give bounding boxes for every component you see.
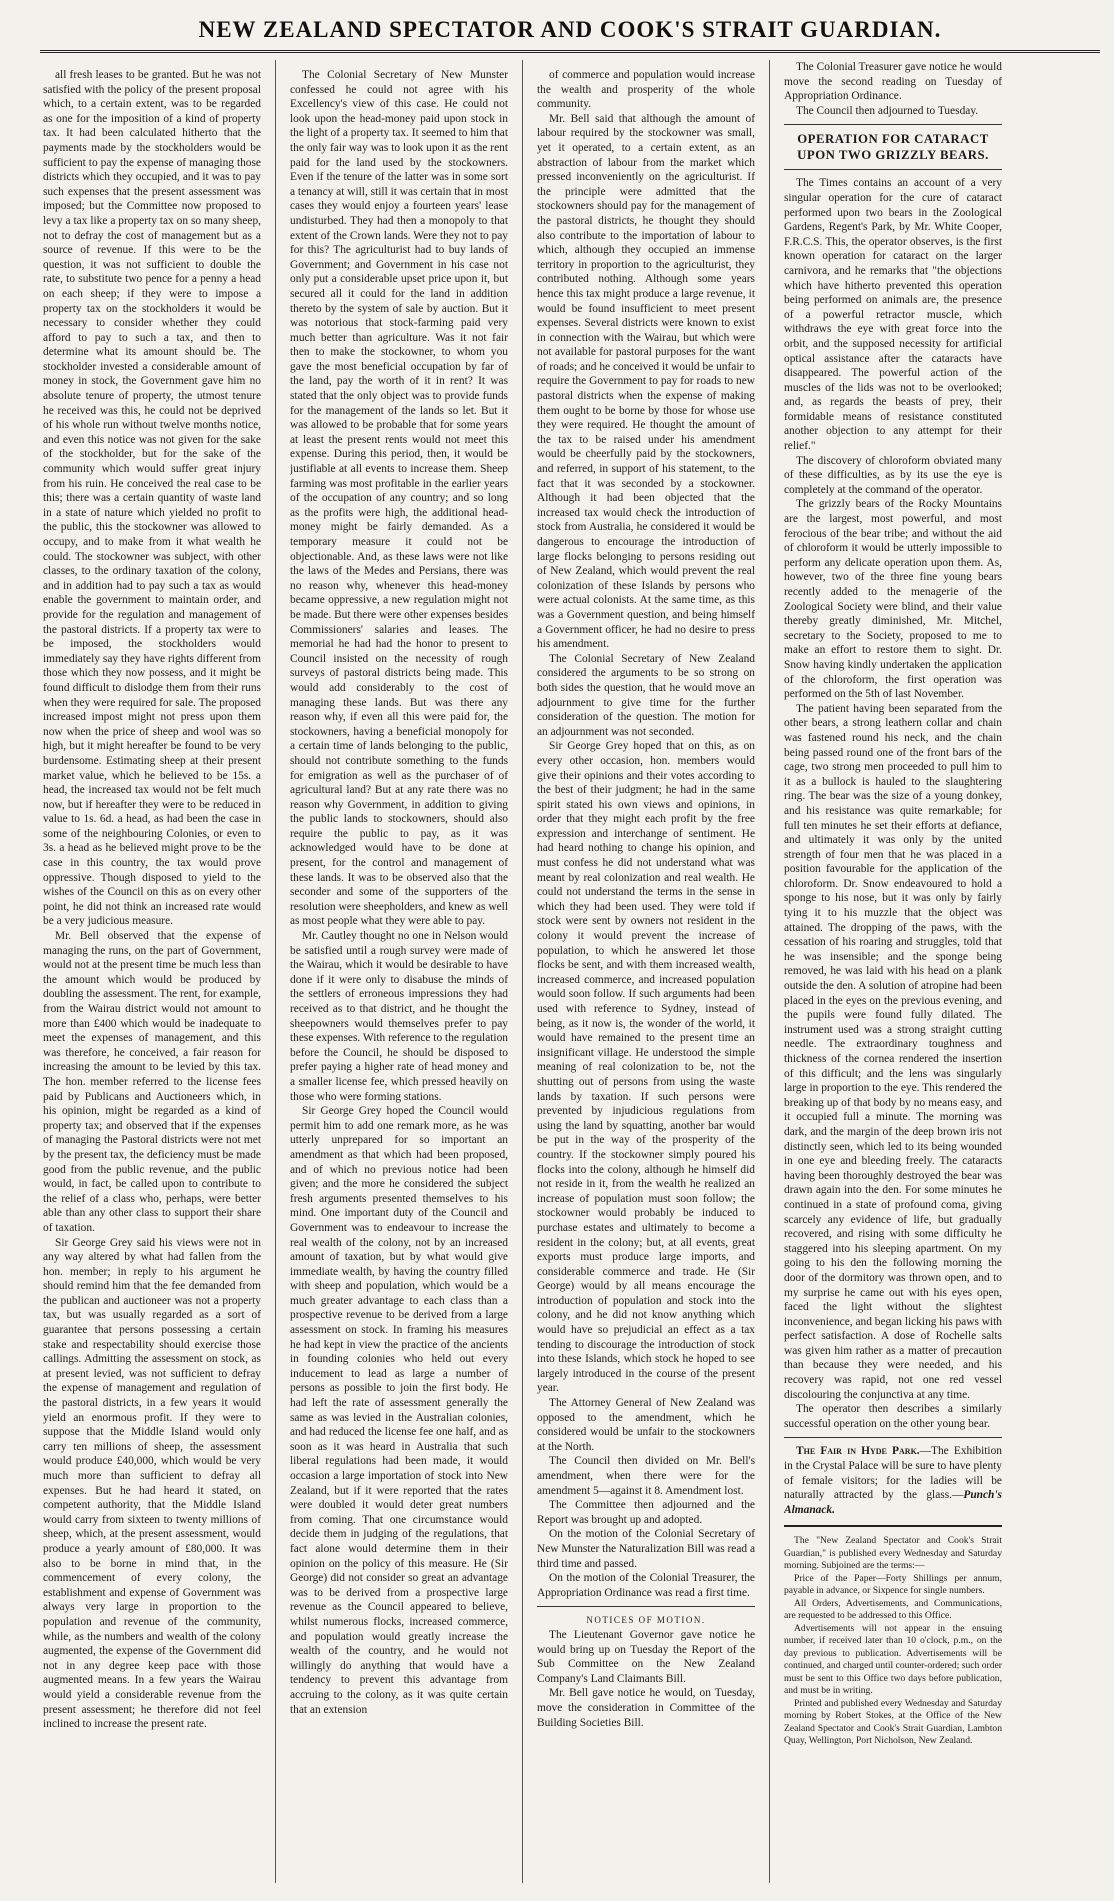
article-paragraph: Sir George Grey hoped the Council would permit him to add one remark more, as he was utterly unprepared for so important an amendment as that which had been proposed, and of which no previous notice had been given; and the more he considered the subject fresh arguments presented themselves to his mind. One important duty of the Council and Government was to endeavour to increase the real wealth of the colony, not by an increased amount of taxation, but by what would give immediate wealth, by having the country filled with sheep and population, which would be a much greater advantage to each class than a prospective revenue to be derived from a large assessment on stock. In framing his measures he had kept in view the practice of the ancients in founding colonies who held out every inducement to lead as large a number of persons as possible to join the first body. He had left the rate of assessment generally the same as was levied in the Australian colonies, and had reduced the license fee one half, and as soon as it was heard in Australia that such liberal regulations had been made, it would occasion a large importation of stock into New Zealand, but if it were reported that the rates were doubled it would deter great numbers from coming. That one circumstance would decide them in judging of the regulations, that fact alone would determine them in their opinion on the policy of this measure. He (Sir George) did not consider so great an advantage was to be derived from a prospective large revenue as the Council appeared to believe, whilst numerous flocks, increased commerce, and population would greatly increase the wealth of the country, and he would not willingly do anything that would have a tendency to prevent this advantage from accruing to the colony, as it was quite certain that an extension <box>290 1105 508 1716</box>
article-paragraph: The discovery of chloroform obviated many of these difficulties, as by its use the eye is completely at the command of the operator. <box>784 454 1002 496</box>
notices-heading: NOTICES OF MOTION. <box>586 1615 706 1626</box>
notice-line: The "New Zealand Spectator and Cook's Strait Guardian," is published every Wednesday and Saturday morning. Subjoined are the terms:— <box>784 1535 1002 1572</box>
notice-line: Printed and published every Wednesday and Saturday morning by Robert Stokes, at the Office of the New Zealand Spectator and Cook's Strait Guardian, Lambton Quay, Wellington, Port Nicholson, New Zealand. <box>784 1697 1002 1747</box>
article-paragraph: The Attorney General of New Zealand was opposed to the amendment, which he considered would be unfair to the stockowners at the North. <box>537 1397 755 1453</box>
article-paragraph: The Council then divided on Mr. Bell's amendment, when there were for the amendment 5—against it 8. Amendment lost. <box>537 1455 755 1497</box>
masthead-rule <box>40 50 1100 53</box>
notice-paragraph: The Lieutenant Governor gave notice he would bring up on Tuesday the Report of the Sub Committee on the New Zealand Company's Land Claimants Bill. <box>537 1628 755 1685</box>
section-rule <box>537 1606 755 1607</box>
masthead-title: NEW ZEALAND SPECTATOR AND COOK'S STRAIT GUARDIAN. <box>198 17 942 42</box>
publication-notice <box>784 1535 1002 1748</box>
article-paragraph: Sir George Grey hoped that on this, as on every other occasion, hon. members would give their opinions and their votes according to the best of their judgment; he had in the same spirit stated his own views and opinions, in order that they might each profit by the free expression and interchange of sentiment. He had heard nothing to change his opinion, and must confess he did not understand what was meant by real colonization and real wealth. He could not understand the terms in the sense in which they had been used. They were told if stock were sent by owners not resident in the colony it would prevent the increase of population, to which he answered let those flocks be sent, and with them increased wealth, increased commerce, and increased population would soon follow. If such arguments had been used with reference to Sydney, instead of being, as it now is, the wonder of the world, it would have remained to the present time an insignificant village. He understood the simple meaning of real colonization to be, not the shutting out of persons from using the waste lands by taxation. If such persons were prevented by injudicious regulations from using the land by squatting, another bar would be put in the way of the prosperity of the country. If the stockowner simply poured his flocks into the colony, although he himself did not reside in it, from the wealth he realized an increase of population must soon follow; the stockowner would probably be induced to purchase estates and ultimately to become a resident in the colony; but, at all events, great exports must produce large imports, and considerable commerce and trade. He (Sir George) would by all means encourage the introduction of population and stock into the colony, and he did not know anything which would have so prejudicial an effect as a tax tending to discourage the introduction of stock into these Islands, which stock he hoped to see largely introduced in the course of the present year. <box>537 740 755 1395</box>
notice-paragraph: Mr. Bell gave notice he would, on Tuesday, move the consideration in Committee of the Building Societies Bill. <box>537 1687 755 1729</box>
column-4 <box>784 60 1002 1883</box>
article-paragraph: Mr. Cautley thought no one in Nelson would be satisfied until a rough survey were made of the Wairau, which it would be desirable to have done if it were only to disabuse the minds of the settlers of erroneous impressions they had received as to that district, and he thought the sheepowners would themselves prefer to pay these expenses. With reference to the regulation before the Council, he should be disposed to prefer paying a higher rate of head money and a smaller license fee, which pressed heavily on those who were forming stations. <box>290 930 508 1103</box>
fair-text: —The Exhibition in the Crystal Palace will be sure to have plenty of female visitors; for the ladies will be naturally attracted by the glass.— <box>784 1445 1002 1502</box>
article-paragraph: Mr. Bell said that although the amount of labour required by the stockowner was small, yet it operated, to a certain extent, as an abstraction of labour from the market which pressed inconveniently on the agriculturist. If the principle were admitted that the stockowners should pay for the management of the pastoral districts, he thought they should also contribute to the importation of labour to which, although they occupied an immense territory in proportion to the agriculturist, they contributed nothing. Although some years hence this tax might produce a large revenue, it would be found insufficient to meet present expenses. Several districts were known to exist in connection with the Wairau, but which were not available for pastoral purposes for the want of roads; and he conceived it would be unfair to require the Government to pay for roads to new pastoral districts when the expense of making them ought to be borne by those for whose use they were required. He thought the amount of the tax to be raised under his amendment would be cheerfully paid by the stockowners, and referred, in support of his statement, to the fact that it was seconded by a stockowner. Although it had been objected that the increased tax would check the introduction of stock from Australia, he considered it would be dangerous to encourage the introduction of large flocks belonging to persons residing out of New Zealand, which would prevent the real colonization of these Islands by persons who were actual colonists. At the same time, as this was a Government question, and being himself a Government officer, he had no desire to press his amendment. <box>537 112 755 651</box>
column-2 <box>290 68 508 1883</box>
article-paragraph: Sir George Grey said his views were not in any way altered by what had fallen from the hon. member; in reply to his argument he should remind him that the fee demanded from the publican and auctioneer was not a property tax, but was usually regarded as a sort of guarantee that persons possessing a certain stake and respectability should exercise those callings. Admitting the assessment on stock, as at present levied, was not sufficient to defray the expense of management and regulation of the pastoral districts, in a few years it would yield an enormous profit. If they were to suppose that the Middle Island would only carry ten millions of sheep, the assessment would produce £40,000, which would be very much more than sufficient to defray all expenses. But he had heard it stated, on competent authority, that the Middle Island would carry from sixteen to twenty millions of sheep, which, at the present assessment, would produce a yearly amount of £80,000. It was also to be borne in mind that, in the commencement of every colony, the establishment and expense of Government was always very large in proportion to the population and revenue of the community, while, as the numbers and wealth of the colony augmented, the expense of the Government did not in any degree keep pace with those augmented means. In a few years the Wairau would yield a considerable revenue from the present assessment; he therefore did not feel inclined to increase the present rate. <box>43 1236 261 1731</box>
fair-runin: The Fair in Hyde Park. <box>796 1445 920 1458</box>
article-paragraph: The Committee then adjourned and the Report was brought up and adopted. <box>537 1499 755 1526</box>
article-paragraph: The Colonial Secretary of New Zealand considered the arguments to be so strong on both sides the question, that he would move an adjournment to give time for the further consideration of the question. The motion for an adjournment was not seconded. <box>537 652 755 738</box>
section-rule <box>784 169 1002 170</box>
column-1 <box>43 68 261 1883</box>
article-paragraph: The patient having been separated from the other bears, a strong leathern collar and chain was fastened round his neck, and the chain being passed round one of the front bars of the cage, two strong men proceeded to pull him to it as a bullock is hauled to the slaughtering ring. The bear was the size of a young donkey, and his resistance was quite remarkable; for full ten minutes he set their efforts at defiance, and ultimately it was only by the united strength of four men that he was placed in a position favourable for the application of the chloroform. Dr. Snow endeavoured to hold a sponge to his nose, but it was only by fairly tying it to his muzzle that the object was attained. The dropping of the paws, with the cessation of his roaring and struggles, told that he was insensible; and the sponge being removed, he was laid with his head on a plank outside the den. A solution of atropine had been placed in the eyes on the previous evening, and the pupils were found fully dilated. The instrument used was a strong straight cutting needle. The extraordinary toughness and thickness of the cornea rendered the insertion of this difficult; and the lens was singularly large in proportion to the eye. This rendered the breaking up of that body by no means easy, and it occupied full a minute. The morning was dark, and the margin of the deep brown iris not distinctly seen, which led to its being wounded in one eye and bleeding freely. The cataracts having been thoroughly destroyed the bear was drawn again into the den. For some minutes he continued in a state of profound coma, giving scarcely any evidence of life, but gradually recovered, and rising with some difficulty he staggered into his sleeping apartment. On my going to his den the following morning the door of the dormitory was thrown open, and to my surprise he came out with his eyes open, faced the light without the slightest inconvenience, and began licking his paws with perfect satisfaction. A dose of Rochelle salts was given him rather as a matter of precaution than because they were needed, and his recovery was rapid, not one red vessel discolouring the conjunctiva at any time. <box>784 702 1002 1401</box>
article-paragraph: The operator then describes a similarly successful operation on the other young bear. <box>784 1403 1002 1430</box>
article-paragraph: The Times contains an account of a very singular operation for the cure of cataract performed upon two bears in the Zoological Gardens, Regent's Park, by Mr. White Cooper, F.R.C.S. This, the operator observes, is the first known operation for cataract on the larger carnivora, and he remarks that "the objections which have hitherto prevented this operation being performed on animals are, the presence of a powerful retractor muscle, which withdraws the eye with great force into the orbit, and the supposed necessity for artificial optical assistance after the cataracts have disappeared. The powerful action of the muscles of the lids was not to be overlooked; and, as regards the beasts of prey, their formidable means of resistance constituted another objection to any attempt for their relief." <box>784 177 1002 453</box>
column-divider <box>769 60 770 1883</box>
article-paragraph: The Colonial Secretary of New Munster confessed he could not agree with his Excellency's view of this case. He could not look upon the head-money paid upon stock in the light of a property tax. It seemed to him that the only fair way was to look upon it as the rent paid for the land used by the stockowners. Even if the tenure of the latter was in some sort a tenancy at will, still it was certain that in most cases they would enjoy a fourteen years' lease undisturbed. They had then a monopoly to that extent of the Crown lands. Were they not to pay for this? The agriculturist had to buy lands of Government; and Government in his case not only put a considerable upset price upon it, but secured all it could for the land in addition thereto by the system of sale by auction. But it was notorious that stock-farming paid very much better than agriculture. Was it not fair then to make the stockowner, to whom you gave the most beneficial occupation by far of the land, pay the worth of it in rent? It was stated that the only object was to provide funds for the management of the lands so let. But it was allowed to be probable that for some years at least the present rents would not meet this expense. During this period, then, it would be justifiable at all events to increase them. Sheep farming was most profitable in the earlier years of the occupation of any country; and so long as the profits were high, the additional head-money might be fairly demanded. As a temporary measure it could not be objectionable. And, as these laws were not like the laws of the Medes and Persians, there was no reason why, whenever this head-money became oppressive, a new regulation might not be made. But there were other expenses besides Commissioners' salaries and leases. The memorial he had had the honor to present to Council insisted on the necessity of rough surveys of pastoral districts being made. This would add considerably to the cost of managing these lands. But was there any reason why, if even all this were paid for, the stockowners, having a beneficial monopoly for a certain time of lands belonging to the public, should not contribute something to the funds for emigration as well as the purchaser of of agricultural land? But at any rate there was no reason why Government, in addition to giving the public lands to stockowners, should also require the public to pay, as it was acknowledged would have to be done at present, for the control and management of these lands. It was to be observed also that the seconder and some of the supporters of the resolution were sheepholders, and knew as well as most people what they were able to pay. <box>290 69 508 928</box>
article-heading: OPERATION FOR CATARACT UPON TWO GRIZZLY BEARS. <box>797 132 989 163</box>
notice-line: Advertisements will not appear in the ensuing number, if received later than 10 o'clock, p.m., on the day previous to publication. Advertisements will be continued, and charged until counter-ordered; such order must be sent to this Office two days before publication, and must be in writing. <box>784 1622 1002 1697</box>
article-paragraph: The Colonial Treasurer gave notice he would move the second reading on Tuesday of Appropriation Ordinance. <box>784 61 1002 103</box>
notice-line: Price of the Paper—Forty Shillings per annum, payable in advance, or Sixpence for single numbers. <box>784 1572 1002 1597</box>
section-rule <box>784 1525 1002 1527</box>
article-paragraph: all fresh leases to be granted. But he was not satisfied with the policy of the present proposal which, to a certain extent, was to be regarded as one for the imposition of a kind of property tax. It had been calculated hitherto that the payments made by the stockholders would be sufficient to pay the expense of managing those districts which they occupied, and it was to pay such expenses that the present assessment was imposed; but the Committee now proposed to levy a tax like a property tax on so many sheep, not to defray the cost of management but as a source of revenue. If this were to be the question, it was not sufficient to double the rate, to substitute two pence for a penny a head on each sheep; if they were to impose a property tax on the stockholders it would be necessary to consider whether they could afford to pay to such a tax, and then to determine what its amount should be. The stockholder invested a considerable amount of money in stock, the Government gave him no absolute tenure of property, the utmost tenure he received was this, he could not be deprived of his whole run without twelve months notice, and even this notice was not given for the sake of the stockholder, but for the sake of the community which would suffer great injury from his ruin. He conceived the real case to be this; there was a certain quantity of waste land in a state of nature which yielded no profit to the public, this the stockowner was allowed to occupy, and to make from it what wealth he could. The stockowner was subject, with other classes, to the ordinary taxation of the colony, and in addition had to pay such a tax as would enable the government to maintain order, and provide for the regulation and management of the pastoral districts. If a property tax were to be imposed, the stockholders would immediately say they have rights different from those which they now possess, and it might be found difficult to dislodge them from their runs when they were required for sale. The proposed increased impost might not press upon them now when the price of sheep and wool was so high, but it might hereafter be found to be very burdensome. Estimating sheep at their present market value, which he believed to be 15s. a head, the increased tax would not be felt much now, but if hereafter they were to be reduced in value to 1s. 6d. a head, as had been the case in some of the neighbouring Colonies, or even to 3s. a head as he believed might prove to be the case in this country, the tax would prove oppressive. Though disposed to yield to the wishes of the Council on this as on every other point, he did not think an increased rate would be a very judicious measure. <box>43 69 261 928</box>
article-paragraph: The Council then adjourned to Tuesday. <box>796 104 979 117</box>
column-3 <box>537 68 755 1883</box>
section-rule <box>784 124 1002 125</box>
section-rule <box>784 1437 1002 1438</box>
column-divider <box>522 60 523 1883</box>
article-paragraph: Mr. Bell observed that the expense of managing the runs, on the part of Government, would not at the present time be much less than the amount which would be produced by doubling the assessment. The rent, for example, from the Wairau district would not amount to more than £400 which would be inadequate to meet the expenses of management, and this was therefore, he conceived, a fair reason for increasing the amount to be levied by this tax. The hon. member referred to the license fees paid by Publicans and Auctioneers which, in his opinion, might be regarded as a kind of property tax; and observed that if the expenses of managing the Pastoral districts were not met by the present tax, the deficiency must be made good from the public revenue, and the public would, in fact, be called upon to contribute to the relief of a class who, perhaps, were better able than any other class to support their share of taxation. <box>43 930 261 1234</box>
fair-paragraph <box>784 1444 1002 1517</box>
article-paragraph: On the motion of the Colonial Secretary of New Munster the Naturalization Bill was read a third time and passed. <box>537 1528 755 1570</box>
article-paragraph: The grizzly bears of the Rocky Mountains are the largest, most powerful, and most ferocious of the bear tribe; and without the aid of chloroform it would be utterly impossible to perform any delicate operation upon them. As, however, two of the three fine young bears recently added to the menagerie of the Zoological Society were blind, and their value thereby greatly diminished, Mr. Mitchel, secretary to the Society, proposed to me to make an effort to restore them to sight. Dr. Snow having kindly undertaken the application of the chloroform, the first operation was performed on the 5th of last November. <box>784 498 1002 701</box>
article-paragraph: of commerce and population would increase the wealth and prosperity of the whole community. <box>537 69 755 111</box>
fair-credit: Punch's Almanack. <box>784 1489 1002 1516</box>
article-paragraph: On the motion of the Colonial Treasurer, the Appropriation Ordinance was read a first time. <box>537 1572 755 1599</box>
column-divider <box>275 60 276 1883</box>
notice-line: All Orders, Advertisements, and Communications, are requested to be addressed to this Office. <box>784 1597 1002 1622</box>
